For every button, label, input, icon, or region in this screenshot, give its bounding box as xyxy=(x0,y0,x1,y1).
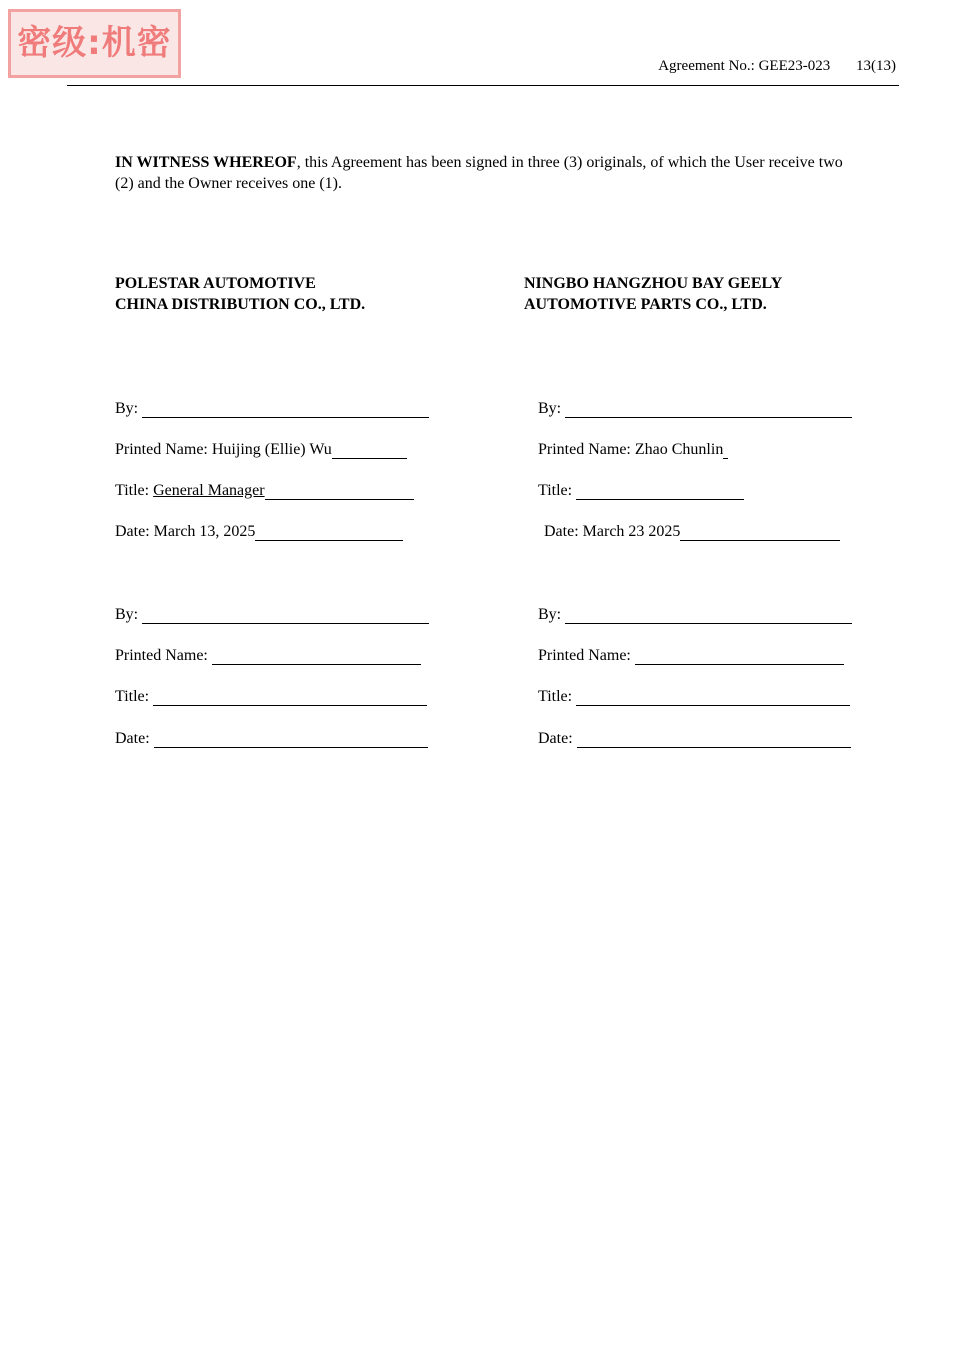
header-divider xyxy=(67,85,899,86)
date-line[interactable] xyxy=(154,731,428,748)
signature-line[interactable] xyxy=(142,401,429,418)
right-party-line1: NINGBO HANGZHOU BAY GEELY xyxy=(524,275,783,292)
date-value: March 13, 2025 xyxy=(153,523,256,540)
by-label: By: xyxy=(115,400,139,417)
printed-name-value: Huijing (Ellie) Wu xyxy=(211,441,332,458)
date-value: March 23 2025 xyxy=(582,523,681,540)
left-party-name xyxy=(115,273,365,315)
printed-name-label: Printed Name: xyxy=(538,647,631,664)
left-printed-name-field-2 xyxy=(115,646,421,666)
title-value: General Manager xyxy=(153,482,265,499)
printed-name-line[interactable] xyxy=(212,648,421,665)
date-line xyxy=(680,524,840,541)
date-label: Date: xyxy=(115,523,150,540)
right-by-field-1 xyxy=(538,399,852,419)
signature-line[interactable] xyxy=(142,607,429,624)
title-label: Title: xyxy=(115,482,150,499)
printed-name-line xyxy=(332,442,407,459)
witness-clause xyxy=(115,152,855,194)
left-title-field-2 xyxy=(115,687,427,707)
signature-line[interactable] xyxy=(565,607,852,624)
right-title-field-2 xyxy=(538,687,850,707)
right-party-name xyxy=(524,273,782,315)
date-label: Date: xyxy=(538,730,573,747)
title-label: Title: xyxy=(538,482,573,499)
right-printed-name-field-2 xyxy=(538,646,844,666)
title-line[interactable] xyxy=(576,689,850,706)
agreement-number: Agreement No.: GEE23-023 xyxy=(658,58,831,74)
printed-name-label: Printed Name: xyxy=(538,441,631,458)
page-header xyxy=(658,58,896,75)
right-date-field-2 xyxy=(538,729,851,749)
right-title-field-1 xyxy=(538,481,744,501)
title-line[interactable] xyxy=(576,483,744,500)
left-by-field-1 xyxy=(115,399,429,419)
date-label: Date: xyxy=(115,730,150,747)
by-label: By: xyxy=(115,606,139,623)
right-party-line2: AUTOMOTIVE PARTS CO., LTD. xyxy=(524,296,767,313)
right-by-field-2 xyxy=(538,605,852,625)
signature-line[interactable] xyxy=(565,401,852,418)
printed-name-value: Zhao Chunlin xyxy=(634,441,724,458)
left-by-field-2 xyxy=(115,605,429,625)
title-label: Title: xyxy=(538,688,573,705)
right-printed-name-field-1 xyxy=(538,440,728,460)
left-date-field-2 xyxy=(115,729,428,749)
left-title-field-1 xyxy=(115,481,414,501)
left-party-line2: CHINA DISTRIBUTION CO., LTD. xyxy=(115,296,366,313)
date-line xyxy=(255,524,403,541)
by-label: By: xyxy=(538,606,562,623)
page-number: 13(13) xyxy=(856,58,896,74)
right-date-field-1 xyxy=(544,522,840,542)
date-label: Date: xyxy=(544,523,579,540)
left-party-line1: POLESTAR AUTOMOTIVE xyxy=(115,275,316,292)
witness-heading: IN WITNESS WHEREOF xyxy=(115,154,297,171)
printed-name-line[interactable] xyxy=(635,648,844,665)
printed-name-line xyxy=(723,442,728,459)
title-line[interactable] xyxy=(153,689,427,706)
title-label: Title: xyxy=(115,688,150,705)
witness-text: , this Agreement has been signed in three (3) originals, of which the User receive two (2) and the Owner receives one (1). xyxy=(115,154,843,192)
printed-name-label: Printed Name: xyxy=(115,647,208,664)
by-label: By: xyxy=(538,400,562,417)
stamp-text: 密级:机密 xyxy=(17,23,172,63)
left-printed-name-field-1 xyxy=(115,440,407,460)
printed-name-label: Printed Name: xyxy=(115,441,208,458)
title-line xyxy=(265,483,414,500)
date-line[interactable] xyxy=(577,731,851,748)
confidential-stamp xyxy=(8,9,181,78)
left-date-field-1 xyxy=(115,522,403,542)
